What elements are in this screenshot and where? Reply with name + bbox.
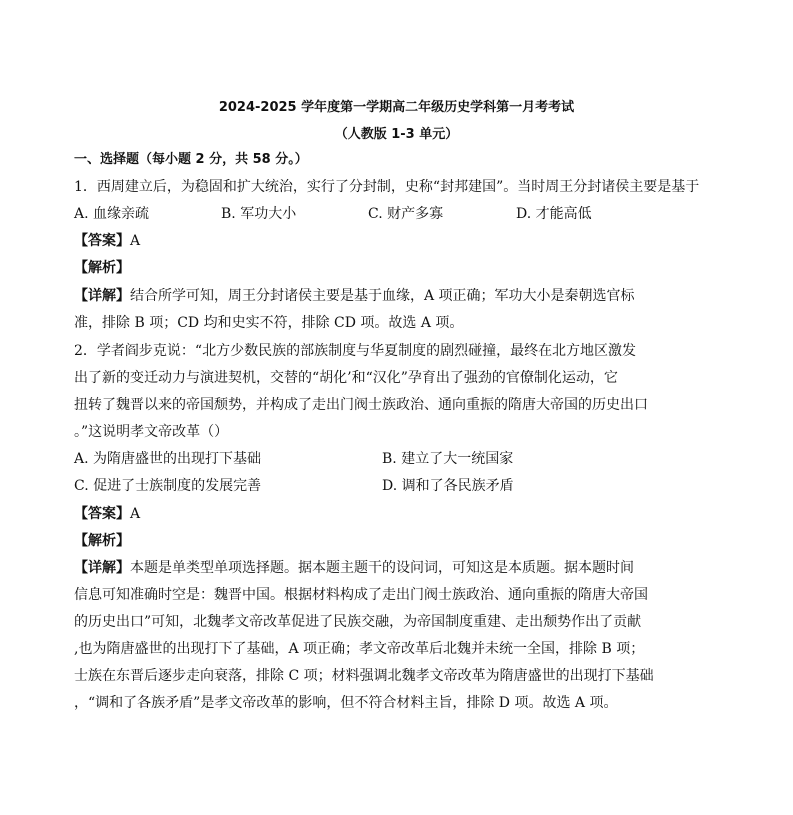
q2-analysis-tag: 【解析】 bbox=[74, 533, 130, 549]
q1-option-a: A. 血缘亲疏 bbox=[74, 206, 150, 222]
q1-detail-text-1: 结合所学可知，周王分封诸侯主要是基于血缘，A 项正确；军功大小是秦朝选官标 bbox=[130, 288, 635, 304]
q2-detail-line-2: 信息可知准确时空是：魏晋中国。根据材料构成了走出门阀士族政治、通向重振的隋唐大帝国 bbox=[74, 587, 648, 603]
q2-detail-line-4: ,也为隋唐盛世的出现打下了基础，A 项正确；孝文帝改革后北魏并未统一全国，排除 B 项； bbox=[74, 641, 645, 657]
q2-stem-line-4: 。”这说明孝文帝改革（） bbox=[74, 424, 229, 440]
q2-option-a: A. 为隋唐盛世的出现打下基础 bbox=[74, 451, 262, 467]
q1-answer bbox=[74, 232, 140, 250]
q1-detail-line-1 bbox=[74, 287, 635, 305]
q1-option-d: D. 才能高低 bbox=[516, 206, 592, 222]
q1-detail-line-2: 准，排除 B 项；CD 均和史实不符，排除 CD 项。故选 A 项。 bbox=[74, 315, 464, 331]
q1-option-c: C. 财产多寡 bbox=[368, 206, 444, 222]
q1-analysis-tag: 【解析】 bbox=[74, 260, 130, 276]
section-heading: 一、选择题（每小题 2 分，共 58 分。） bbox=[74, 152, 308, 167]
q2-stem-line-2: 出了新的变迁动力与演进契机，交替的“胡化’和“汉化”孕育出了强劲的官僚制化运动，它 bbox=[74, 370, 618, 386]
q2-stem-line-3: 扭转了魏晋以来的帝国颓势，并构成了走出门阀士族政治、通向重振的隋唐大帝国的历史出口 bbox=[74, 397, 648, 413]
q2-answer-tag: 【答案】 bbox=[74, 506, 130, 522]
exam-title: 2024-2025 学年度第一学期高二年级历史学科第一月考考试 bbox=[218, 100, 575, 115]
q2-option-b: B. 建立了大一统国家 bbox=[382, 451, 514, 467]
q2-detail-tag: 【详解】 bbox=[74, 560, 130, 576]
q1-answer-value: A bbox=[130, 233, 141, 249]
q1-option-b: B. 军功大小 bbox=[221, 206, 297, 222]
q2-answer-value: A bbox=[130, 506, 141, 522]
q2-answer bbox=[74, 505, 140, 523]
q2-stem-line-1: 2．学者阎步克说：“北方少数民族的部族制度与华夏制度的剧烈碰撞，最终在北方地区激发 bbox=[74, 343, 637, 359]
q1-detail-tag: 【详解】 bbox=[74, 288, 130, 304]
exam-subtitle: （人教版 1-3 单元） bbox=[334, 127, 459, 142]
q2-detail-line-6: ，“调和了各族矛盾”是孝文帝改革的影响，但不符合材料主旨，排除 D 项。故选 A 项。 bbox=[74, 695, 618, 711]
q1-answer-tag: 【答案】 bbox=[74, 233, 130, 249]
q2-option-c: C. 促进了士族制度的发展完善 bbox=[74, 478, 262, 494]
q2-detail-text-1: 本题是单类型单项选择题。据本题主题干的设问词，可知这是本质题。据本题时间 bbox=[130, 560, 634, 576]
q2-detail-line-5: 士族在东晋后逐步走向衰落，排除 C 项；材料强调北魏孝文帝改革为隋唐盛世的出现打下基础 bbox=[74, 668, 654, 684]
q1-stem: 1．西周建立后，为稳固和扩大统治，实行了分封制，史称“封邦建国”。当时周王分封诸侯主要是基于 bbox=[74, 179, 700, 195]
q2-option-d: D. 调和了各民族矛盾 bbox=[382, 478, 514, 494]
q2-detail-line-3: 的历史出口”可知，北魏孝文帝改革促进了民族交融，为帝国制度重建、走出颓势作出了贡献 bbox=[74, 614, 642, 630]
q2-detail-line-1 bbox=[74, 559, 634, 577]
